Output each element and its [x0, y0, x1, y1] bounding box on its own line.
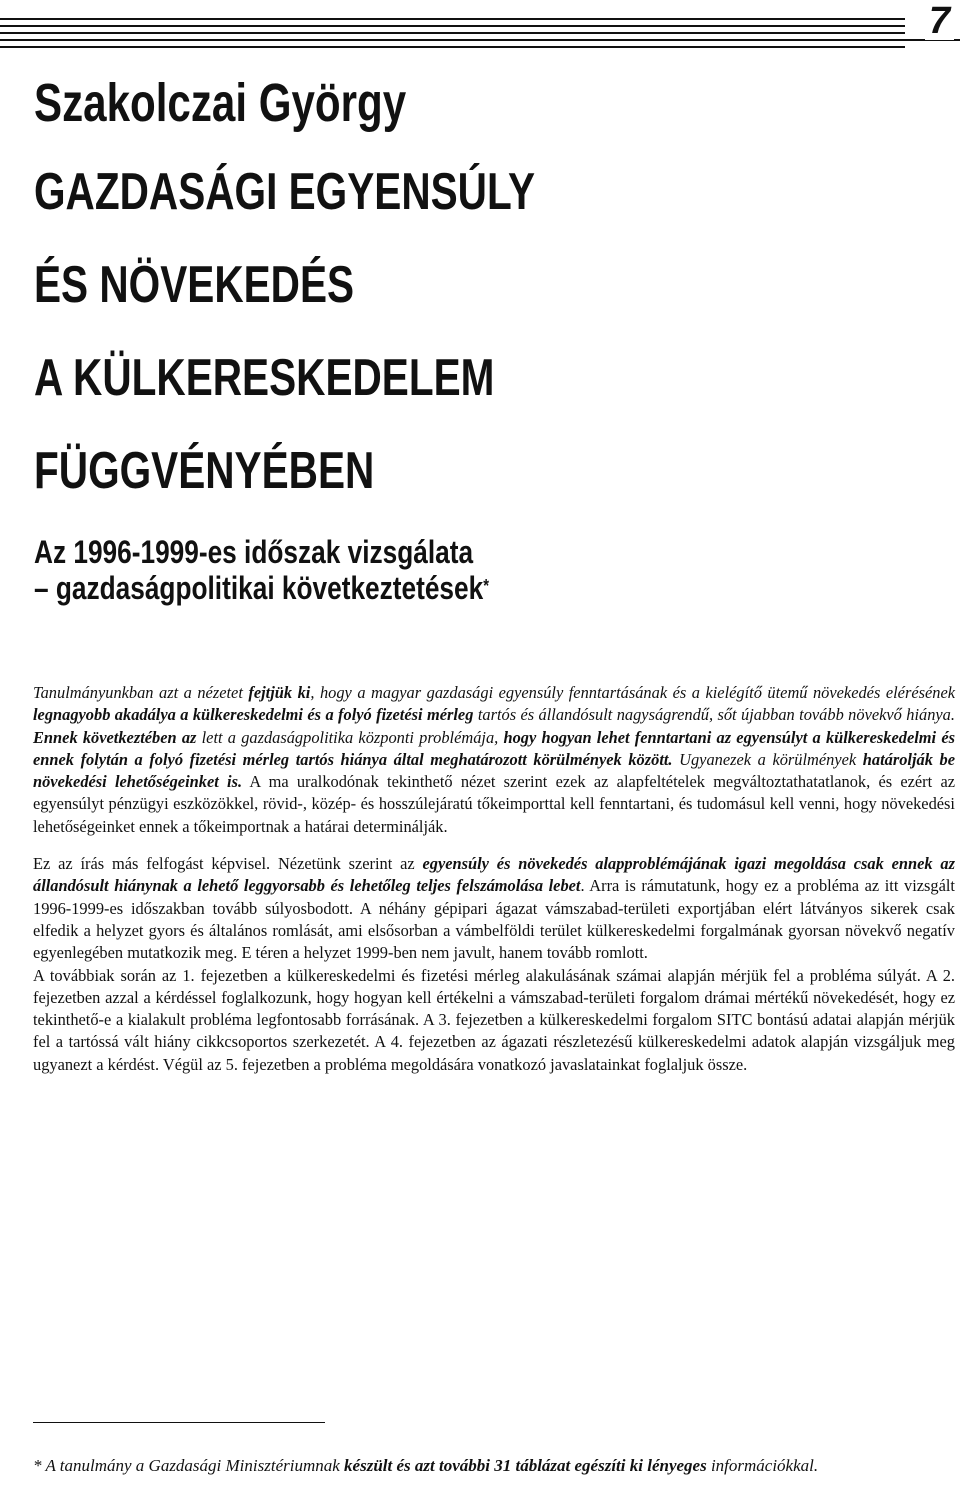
title-block	[34, 72, 934, 534]
subtitle	[34, 534, 589, 606]
footnote	[33, 1455, 955, 1477]
header-rules	[0, 14, 960, 54]
title-line-3: A KÜLKERESKEDELEM	[34, 349, 495, 407]
text-span: hogy hogyan lehet fenntartani az egyensúlyt a külkereskedelmi és ennek folytán a folyó fizetési mérleg tartós hiánya által meghatározott körülmények között.	[33, 727, 955, 769]
text-span: lett a gazdaságpolitika központi problémája,	[196, 727, 504, 747]
text-span: A ma uralkodónak tekinthető nézet szerint ezek az alapfeltételek megváltoztathatatlanok, és ezért az egyensúlyt pénzügyi eszközökkel, rövid-, közép- és hosszúlejáratú tőkeimporttal kell fenntartani, és tudomásul kell venni, hogy növekedési lehetőségeinket ennek a tőkeimportnak a határai determinálják.	[33, 772, 955, 836]
text-span: . Arra is rámutatunk, hogy ez a probléma az itt vizsgált 1996-1999-es időszakban tovább súlyosbodott. A néhány gépipari ágazat vámszabad-területi exportjában elért látványos sikerek csak elfedik a helyzet gyors és általános romlását, ami elsősorban a vámbelföldi terület külkereskedelmi forgalmának gyorsan növekvő negatív egyenlegében mutatkozik meg. E téren a helyzet 1999-ben nem javult, hanem tovább romlott.	[33, 876, 955, 963]
text-span: Tanulmányunkban azt a nézetet	[33, 683, 249, 702]
author-name: Szakolczai György	[34, 73, 407, 133]
footnote-text-end: információkkal.	[706, 1456, 819, 1475]
text-span: , hogy a magyar gazdasági egyensúly fenntartásának és a kielégítő ütemű növekedés elérésének	[310, 683, 955, 702]
header-rule	[0, 25, 905, 27]
text-span: Ez az írás más felfogást képvisel. Nézetünk szerint az	[33, 854, 423, 874]
title-line-4: FÜGGVÉNYÉBEN	[34, 442, 375, 500]
title-line-1: GAZDASÁGI EGYENSÚLY	[34, 163, 536, 221]
subtitle-line-2-text: – gazdaságpolitikai következtetések	[34, 570, 484, 606]
footnote-text: A tanulmány a Gazdasági Minisztériumnak	[41, 1456, 345, 1475]
header-rule	[0, 32, 905, 34]
subtitle-line-1: Az 1996-1999-es időszak vizsgálata	[34, 534, 474, 570]
header-rule	[0, 46, 905, 48]
paragraph-2	[33, 853, 955, 964]
text-span: Ugyanezek a körülmények	[672, 749, 863, 769]
text-span: határolják be növekedési lehetőségeinket is.	[33, 749, 956, 792]
text-span: fejtjük ki	[248, 683, 311, 702]
subtitle-line-2	[34, 570, 489, 606]
title-line-2: ÉS NÖVEKEDÉS	[34, 256, 355, 314]
text-span: egyensúly és növekedés alapproblémájának igazi megoldása csak ennek az állandósult hiánynak a lehető leggyorsabb és lehetőleg teljes felszámolása lebet	[33, 854, 955, 896]
footnote-divider	[33, 1422, 325, 1423]
paragraph-3: A továbbiak során az 1. fejezetben a külkereskedelmi és fizetési mérleg alakulásának számai alapján mérjük fel a probléma súlyát. A 2. fejezetben azzal a kérdéssel foglalkozunk, hogy hogyan kell értékelni a vámszabad-területi forgalom drámai mértékű növekedését, hogy ez tekinthető-e a kialakult probléma legfontosabb forrásának. A 3. fejezetben a külkereskedelmi forgalom SITC bontású adatai alapján mérjük fel a tartóssá vált hiány cikkcsoportos szerkezetét. A 4. fejezetben az ágazati részletezésű külkereskedelmi adatok alapján vizsgáljuk meg ugyanezt a kérdést. Végül az 5. fejezetben a probléma megoldására vonatkozó javaslatainkat foglaljuk össze.	[33, 965, 955, 1074]
footnote-text-bold: készült és azt további 31 táblázat egészíti ki lényeges	[344, 1456, 707, 1475]
header-rule	[0, 18, 905, 20]
text-span: legnagyobb akadálya a külkereskedelmi és a folyó fizetési mérleg	[33, 705, 474, 725]
header-rule	[0, 39, 960, 41]
paragraph-abstract	[33, 682, 955, 838]
body-text	[33, 682, 955, 1076]
footnote-marker: *	[483, 576, 489, 596]
page-number: 7	[925, 2, 954, 40]
footnote-mark: *	[33, 1456, 42, 1475]
text-span: tartós és állandósult nagyságrendű, sőt újabban tovább növekvő hiánya.	[473, 705, 955, 725]
text-span: Ennek következtében az	[33, 727, 197, 747]
